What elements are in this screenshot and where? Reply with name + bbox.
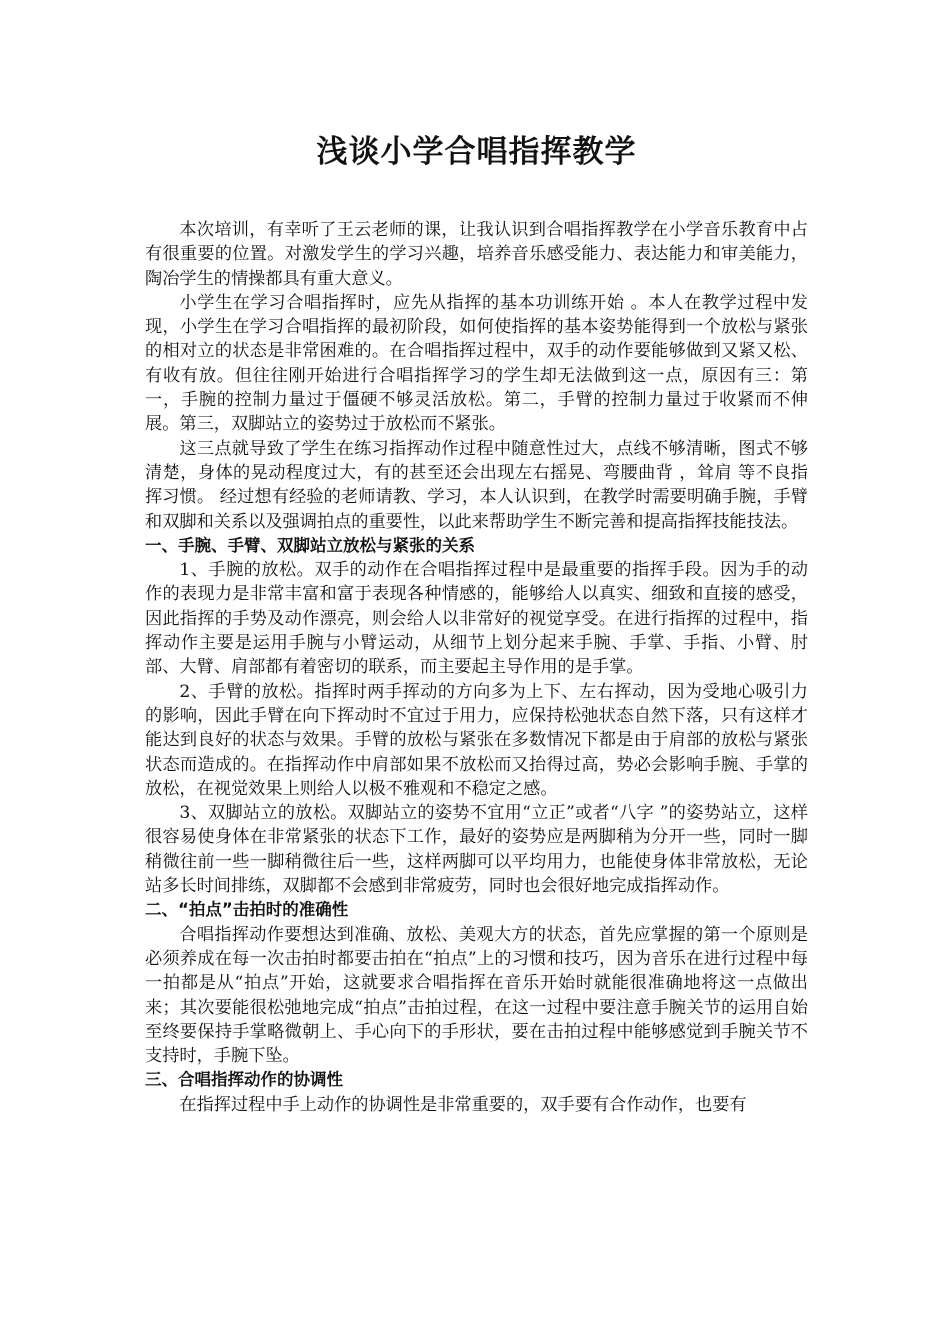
- intro-paragraph-1: 本次培训，有幸听了王云老师的课，让我认识到合唱指挥教学在小学音乐教育中占有很重要的位置。对激发学生的学习兴趣，培养音乐感受能力、表达能力和审美能力，陶冶学生的情操都具有重大意义。: [145, 220, 808, 289]
- document-title: 浅谈小学合唱指挥教学: [316, 134, 637, 170]
- intro-paragraph-2: 小学生在学习合唱指挥时，应先从指挥的基本功训练开始 。本人在教学过程中发现，小学生在学习合唱指挥的最初阶段，如何使指挥的基本姿势能得到一个放松与紧张的相对立的状态是非常困难的。在合唱指挥过程中，双手的动作要能够做到又紧又松、有收有放。但往往刚开始进行合唱指挥学习的学生却无法做到这一点，原因有三：第一，手腕的控制力量过于僵硬不够灵活放松。第二，手臂的控制力量过于收紧而不伸展。第三，双脚站立的姿势过于放松而不紧张。: [145, 292, 808, 435]
- section-1-paragraph-1: 1、手腕的放松。双手的动作在合唱指挥过程中是最重要的指挥手段。因为手的动作的表现力是非常丰富和富于表现各种情感的，能够给人以真实、细致和直接的感受，因此指挥的手势及动作漂亮，则会给人以非常好的视觉享受。在进行指挥的过程中，指挥动作主要是运用手腕与小臂运动，从细节上划分起来手腕、手掌、手指、小臂、肘部、大臂、肩部都有着密切的联系，而主要起主导作用的是手掌。: [145, 560, 808, 678]
- section-2-paragraph-1: 合唱指挥动作要想达到准确、放松、美观大方的状态，首先应掌握的第一个原则是必须养成在每一次击拍时都要击拍在“拍点”上的习惯和技巧，因为音乐在进行过程中每一拍都是从“拍点”开始，这就要求合唱指挥在音乐开始时就能很准确地将这一点做出来；其次要能很松弛地完成“拍点”击拍过程，在这一过程中要注意手腕关节的运用自始至终要保持手掌略微朝上、手心向下的手形状，要在击拍过程中能够感觉到手腕关节不支持时，手腕下坠。: [145, 924, 808, 1067]
- section-1-paragraph-2: 2、手臂的放松。指挥时两手挥动的方向多为上下、左右挥动，因为受地心吸引力的影响，因此手臂在向下挥动时不宜过于用力，应保持松弛状态自然下落，只有这样才能达到良好的状态与效果。手臂的放松与紧张在多数情况下都是由于肩部的放松与紧张状态而造成的。在指挥动作中肩部如果不放松而又抬得过高，势必会影响手腕、手掌的放松，在视觉效果上则给人以极不雅观和不稳定之感。: [145, 681, 808, 799]
- section-3-paragraph-1: 在指挥过程中手上动作的协调性是非常重要的，双手要有合作动作，也要有: [179, 1094, 747, 1115]
- section-2-heading: 二、“拍点”击拍时的准确性: [145, 900, 349, 920]
- section-1-paragraph-3: 3、双脚站立的放松。双脚站立的姿势不宜用“立正”或者“八字 ”的姿势站立，这样很容易使身体在非常紧张的状态下工作，最好的姿势应是两脚稍为分开一些，同时一脚稍微往前一些一脚稍微往后一些，这样两脚可以平均用力，也能使身体非常放松，无论站多长时间排练，双脚都不会感到非常疲劳，同时也会很好地完成指挥动作。: [145, 803, 808, 897]
- section-3-heading: 三、合唱指挥动作的协调性: [145, 1070, 343, 1090]
- section-1-heading: 一、手腕、手臂、双脚站立放松与紧张的关系: [145, 535, 475, 555]
- intro-paragraph-3: 这三点就导致了学生在练习指挥动作过程中随意性过大，点线不够清晰，图式不够清楚，身体的晃动程度过大，有的甚至还会出现左右摇晃、弯腰曲背 ，耸肩 等不良指挥习惯。 经过想有经验的老师请教、学习，本人认识到，在教学时需要明确手腕，手臂和双脚和关系以及强调拍点的重要性，以此来帮助学生不断完善和提高指挥技能技法。: [145, 438, 808, 532]
